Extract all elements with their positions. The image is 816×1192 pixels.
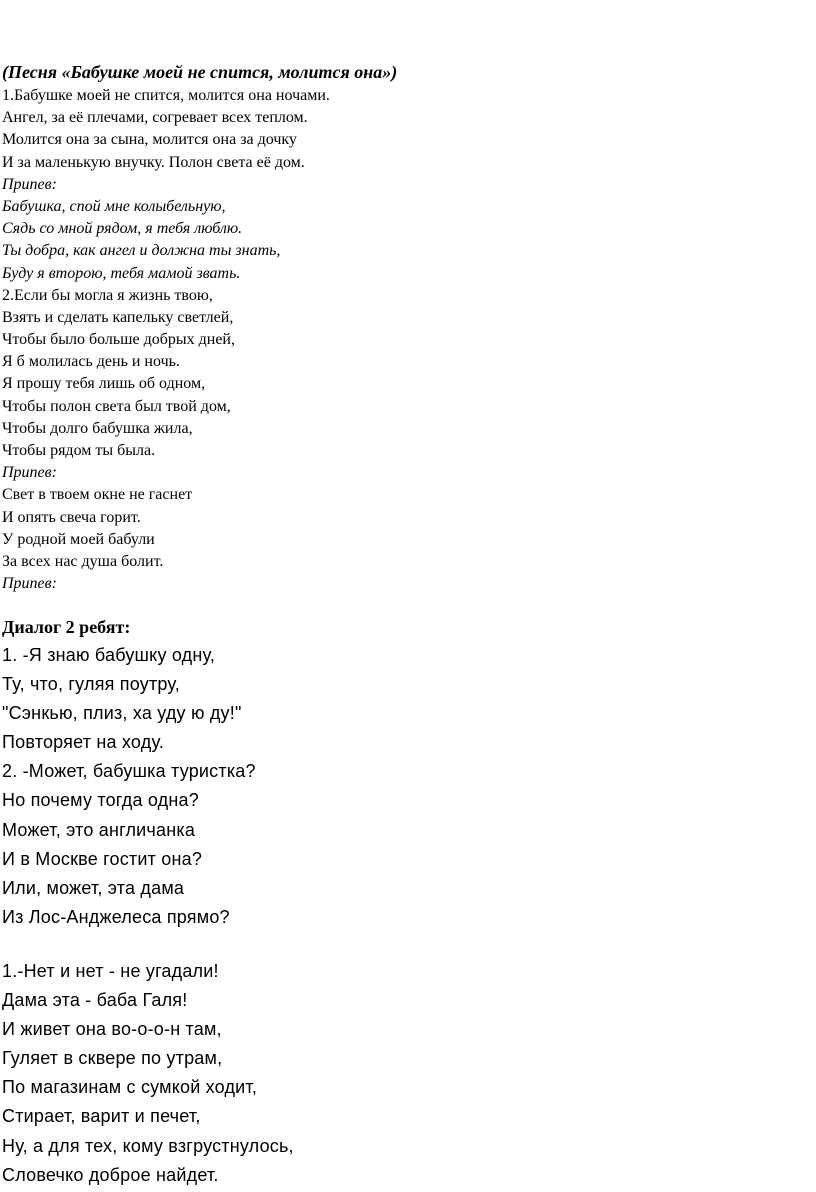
- dialog-line: 1. -Я знаю бабушку одну,: [2, 645, 216, 665]
- chorus-line: Буду я второю, тебя мамой звать.: [2, 264, 241, 282]
- dialog-line: Повторяет на ходу.: [2, 732, 165, 753]
- dialog-line: "Сэнкью, плиз, ха уду ю ду!": [2, 703, 242, 724]
- dialog-line: Ну, а для тех, кому взгрустнулось,: [2, 1135, 294, 1156]
- lyric-line: Ангел, за её плечами, согревает всех теплом.: [2, 109, 308, 127]
- chorus-line: Припев:: [2, 464, 57, 482]
- lyric-line: Чтобы было больше добрых дней,: [2, 331, 235, 349]
- dialog-verse-2: [2, 957, 294, 1190]
- dialog-line: Словечко доброе найдет.: [2, 1164, 219, 1185]
- dialog-verse-1: [2, 641, 256, 932]
- dialog-line: Но почему тогда одна?: [2, 790, 199, 811]
- chorus-line: Припев:: [2, 175, 57, 193]
- dialog-line: И в Москве гостит она?: [2, 848, 203, 869]
- chorus-line: Ты добра, как ангел и должна ты знать,: [2, 242, 281, 260]
- lyric-line: Свет в твоем окне не гаснет: [2, 486, 193, 504]
- dialog-line: Ту, что, гуляя поутру,: [2, 674, 180, 695]
- song-lyrics: [2, 85, 330, 595]
- chorus-line: Сядь со мной рядом, я тебя люблю.: [2, 220, 243, 238]
- chorus-line: Припев:: [2, 575, 57, 593]
- dialog-line: По магазинам с сумкой ходит,: [2, 1077, 258, 1098]
- chorus-line: Бабушка, спой мне колыбельную,: [2, 197, 226, 215]
- lyric-line: Молится она за сына, молится она за дочку: [2, 131, 297, 149]
- lyric-line: Взять и сделать капельку светлей,: [2, 308, 234, 326]
- lyric-line: За всех нас душа болит.: [2, 552, 164, 570]
- dialog-line: Может, это англичанка: [2, 819, 196, 840]
- lyric-line: 2.Если бы могла я жизнь твою,: [2, 286, 213, 304]
- dialog-title: Диалог 2 ребят:: [2, 617, 131, 637]
- lyric-line: И за маленькую внучку. Полон света её дом.: [2, 153, 305, 171]
- lyric-line: Чтобы долго бабушка жила,: [2, 419, 193, 437]
- lyric-line: И опять свеча горит.: [2, 508, 141, 526]
- lyric-line: Я прошу тебя лишь об одном,: [2, 375, 206, 393]
- lyric-line: У родной моей бабули: [2, 530, 155, 548]
- dialog-line: Дама эта - баба Галя!: [2, 990, 188, 1011]
- dialog-line: Из Лос-Анджелеса прямо?: [2, 906, 230, 927]
- dialog-line: И живет она во-о-о-н там,: [2, 1019, 222, 1040]
- lyric-line: 1.Бабушке моей не спится, молится она ночами.: [2, 87, 330, 104]
- dialog-line: 1.-Нет и нет - не угадали!: [2, 961, 219, 981]
- lyric-line: Чтобы рядом ты была.: [2, 442, 156, 459]
- lyric-line: Я б молилась день и ночь.: [2, 353, 180, 371]
- dialog-line: Стирает, варит и печет,: [2, 1106, 201, 1127]
- song-title: (Песня «Бабушке моей не спится, молится она»): [2, 62, 398, 82]
- dialog-line: Гуляет в сквере по утрам,: [2, 1048, 223, 1069]
- dialog-line: 2. -Может, бабушка туристка?: [2, 761, 256, 782]
- lyric-line: Чтобы полон света был твой дом,: [2, 397, 231, 415]
- dialog-line: Или, может, эта дама: [2, 877, 185, 898]
